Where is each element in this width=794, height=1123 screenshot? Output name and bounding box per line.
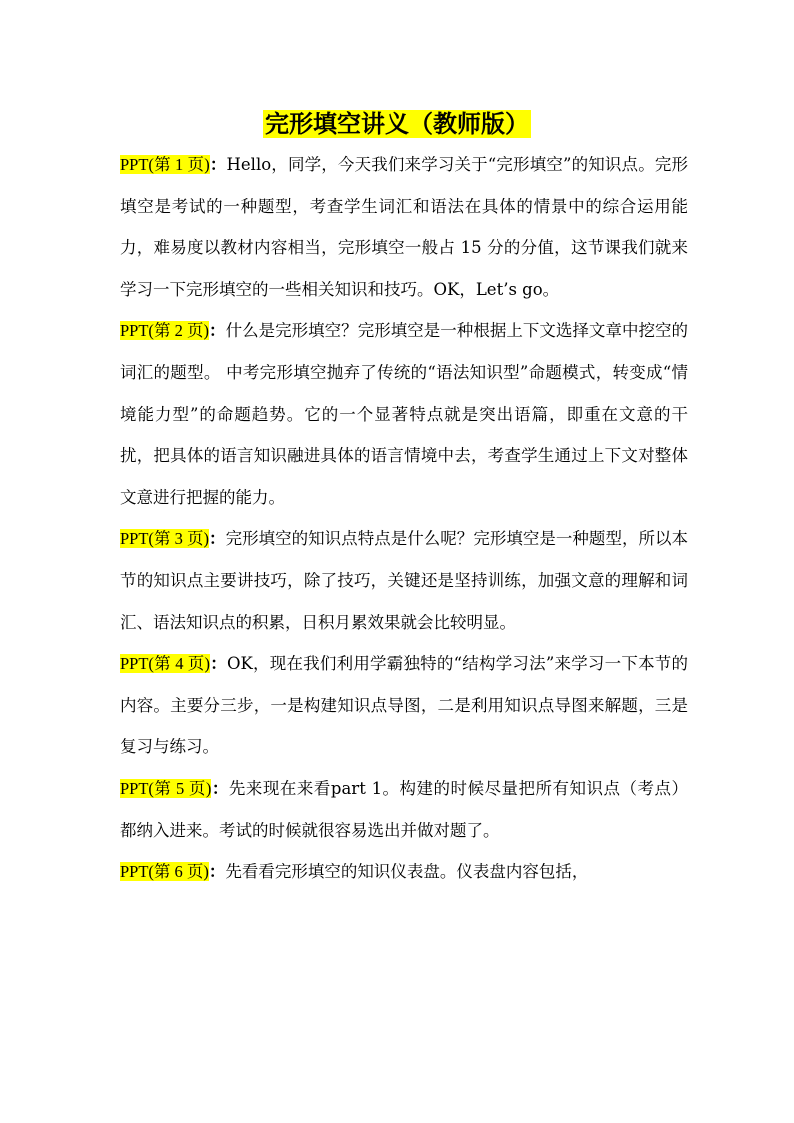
ppt-page-label: PPT(第 5 页) [120, 778, 212, 798]
paragraph-ppt-3 [120, 518, 688, 643]
paragraph-ppt-2 [120, 310, 688, 518]
label-colon: ： [209, 155, 227, 174]
document-body [120, 144, 688, 893]
label-colon: ： [210, 654, 227, 674]
page-title-text: 完形填空讲义（教师版） [265, 110, 529, 138]
ppt-page-label: PPT(第 3 页) [120, 529, 210, 549]
paragraph-text: 完形填空的知识点特点是什么呢？完形填空是一种题型，所以本节的知识点主要讲技巧，除了技巧，关键还是坚持训练，加强文意的理解和词汇、语法知识点的积累，日积月累效果就会比较明显。 [120, 529, 689, 632]
label-colon: ： [211, 778, 229, 798]
paragraph-ppt-5 [120, 768, 688, 851]
paragraph-text: Hello，同学，今天我们来学习关于“完形填空”的知识点。完形填空是考试的一种题型，考查学生词汇和语法在具体的情景中的综合运用能力，难易度以教材内容相当，完形填空一般占 15 分的分值，这节课我们就来学习一下完形填空的一些相关知识和技巧。OK，Let’s go。 [120, 155, 689, 299]
ppt-page-label: PPT(第 6 页) [120, 862, 209, 882]
paragraph-ppt-1 [120, 144, 688, 310]
page-title [0, 104, 794, 144]
paragraph-text: 什么是完形填空？完形填空是一种根据上下文选择文章中挖空的词汇的题型。 中考完形填空抛弃了传统的“语法知识型”命题模式，转变成“情境能力型”的命题趋势。它的一个显著特点就是突出语篇，即重在文意的干扰，把具体的语言知识融进具体的语言情境中去，考查学生通过上下文对整体文意进行把握的能力。 [120, 321, 689, 507]
paragraph-text: 先看看完形填空的知识仪表盘。仪表盘内容包括， [225, 862, 589, 882]
paragraph-ppt-4 [120, 643, 688, 768]
label-colon: ： [209, 529, 226, 549]
ppt-page-label: PPT(第 2 页) [120, 321, 210, 341]
label-colon: ： [209, 321, 226, 341]
label-colon: ： [208, 862, 226, 882]
paragraph-text: OK，现在我们利用学霸独特的“结构学习法”来学习一下本节的内容。主要分三步，一是构建知识点导图，二是利用知识点导图来解题，三是复习与练习。 [120, 654, 689, 757]
paragraph-text: 先来现在来看part 1。构建的时候尽量把所有知识点（考点）都纳入进来。考试的时候就很容易选出并做对题了。 [120, 778, 689, 840]
paragraph-ppt-6 [120, 851, 688, 893]
ppt-page-label: PPT(第 1 页) [120, 155, 210, 174]
ppt-page-label: PPT(第 4 页) [120, 654, 211, 674]
